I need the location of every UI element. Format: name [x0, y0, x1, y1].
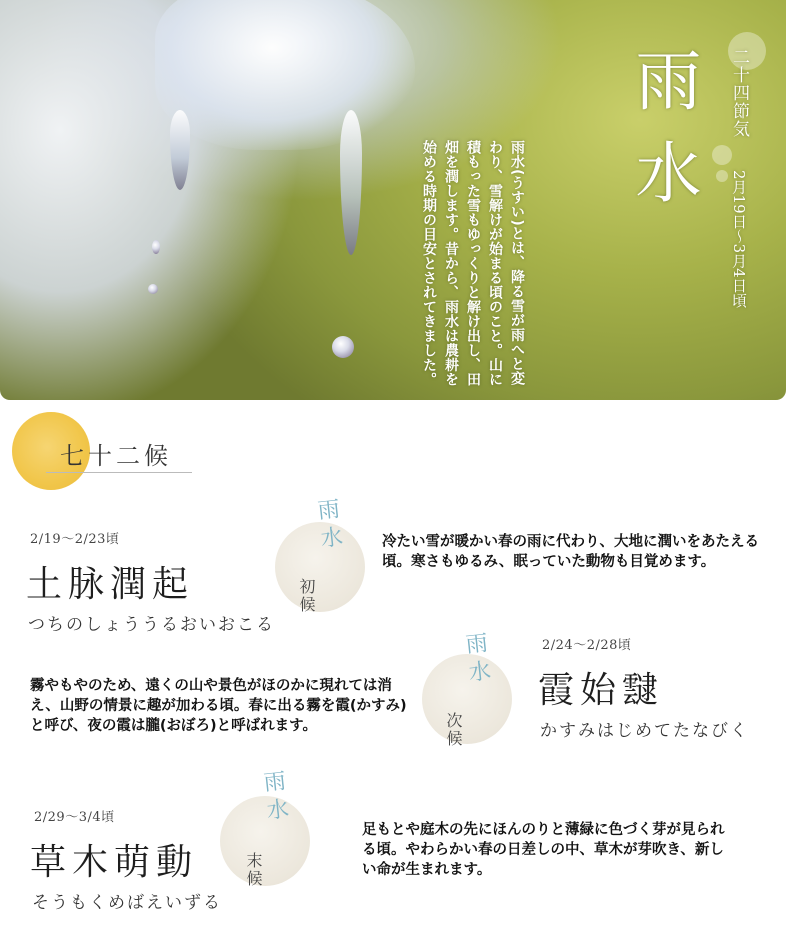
kou-date: 2/29〜3/4頃 [34, 810, 115, 825]
kou-reading: かすみはじめてたなびく [540, 721, 749, 741]
ice-image [155, 0, 415, 150]
season-title: 雨水 [624, 46, 701, 230]
badge-kanji: 雨水 [461, 630, 492, 690]
season-label: 二十四節気 [729, 48, 749, 138]
kou-description: 冷たい雪が暖かい春の雨に代わり、大地に潤いをあたえる頃。寒さもゆるみ、眠っていた動物も目覚めます。 [382, 534, 759, 570]
kou-name: 草木萌動 [30, 842, 199, 883]
hero-description: 雨水(うすい)とは、降る雪が雨へと変わり、雪解けが始まる頃のこと。山に積もった雪もゆっくりと解け出し、田畑を潤します。昔から、雨水は農耕を始める時期の目安とされてきました。 [421, 140, 525, 387]
icicle-drip [170, 110, 190, 190]
kou-name: 霞始靆 [538, 670, 665, 711]
kou-date: 2/19〜2/23頃 [30, 532, 120, 547]
badge-order: 末候 [244, 852, 263, 888]
kou-name: 土脉潤起 [26, 564, 195, 605]
kou-description: 足もとや庭木の先にほんのりと薄緑に色づく芽が見られる頃。やわらかい春の日差しの中、草木が芽吹き、新しい命が生まれます。 [362, 822, 725, 878]
hero-banner [0, 0, 786, 400]
kou-date: 2/24〜2/28頃 [542, 638, 632, 653]
kou-reading: そうもくめばえいずる [32, 893, 222, 913]
kou-reading: つちのしょううるおいおこる [28, 615, 275, 635]
bokeh-light [716, 170, 728, 182]
section-title: 七十二候 [60, 442, 172, 470]
badge-order: 次候 [444, 712, 463, 748]
title-underline [46, 472, 192, 473]
bokeh-light [712, 145, 732, 165]
badge-kanji: 雨水 [313, 496, 344, 556]
badge-order: 初候 [297, 578, 316, 614]
water-drop [332, 336, 354, 358]
water-drop [152, 240, 160, 254]
icicle-drip [340, 110, 362, 255]
season-date-range: 2月19日〜3月4日頃 [730, 170, 748, 308]
water-drop [148, 284, 158, 294]
badge-kanji: 雨水 [259, 768, 290, 828]
kou-description: 霧やもやのため、遠くの山や景色がほのかに現れては消え、山野の情景に趣が加わる頃。春に出る霧を霞(かすみ)と呼び、夜の霞は朧(おぼろ)と呼ばれます。 [30, 678, 407, 734]
